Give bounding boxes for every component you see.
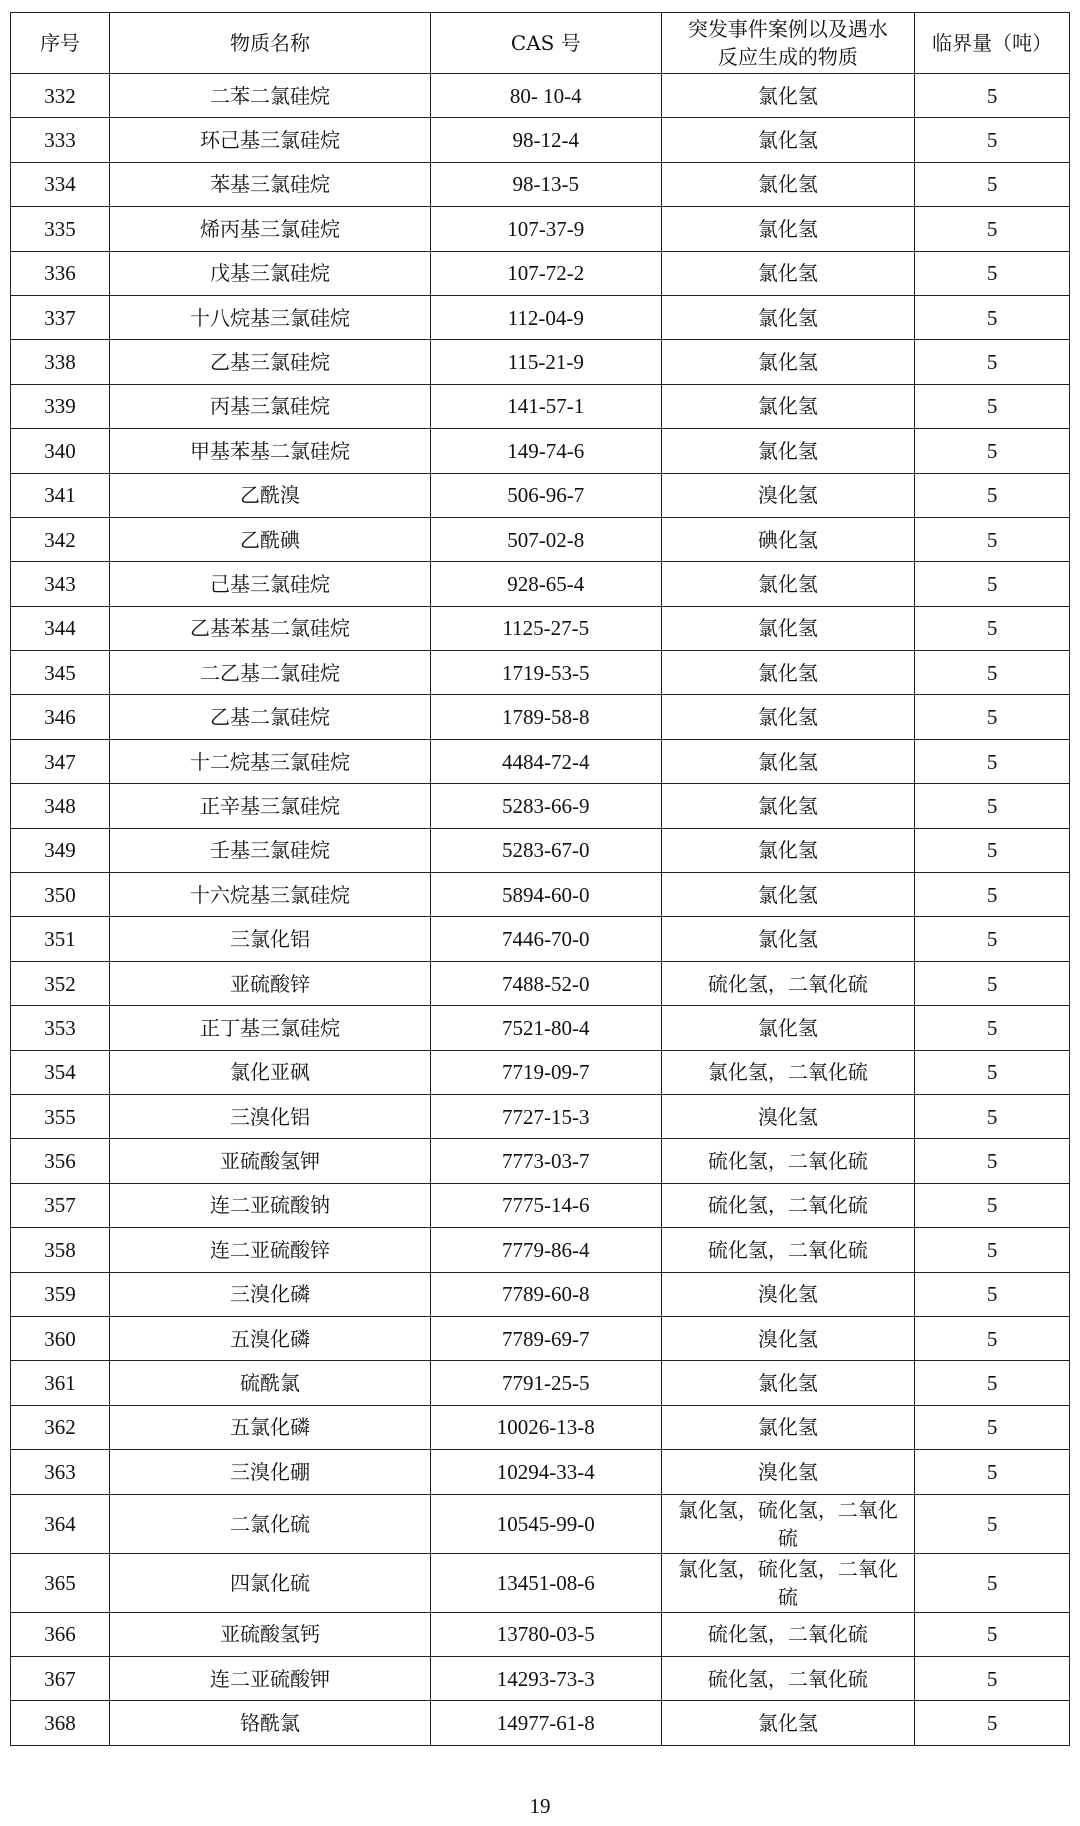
- table-row: [11, 1050, 1070, 1094]
- cell-cas-number: 112-04-9: [431, 295, 661, 339]
- cell-cas-number: 7791-25-5: [431, 1361, 661, 1405]
- cell-serial-number: 368: [11, 1701, 110, 1745]
- cell-cas-number: 98-13-5: [431, 162, 661, 206]
- cell-cas-number: 13780-03-5: [431, 1612, 661, 1656]
- cell-reaction-products: 氯化氢: [661, 651, 915, 695]
- table-row: [11, 1494, 1070, 1553]
- cell-reaction-products: 硫化氢，二氧化硫: [661, 1656, 915, 1700]
- table-row: [11, 1612, 1070, 1656]
- cell-threshold-quantity: 5: [915, 118, 1070, 162]
- cell-serial-number: 358: [11, 1228, 110, 1272]
- cell-cas-number: 507-02-8: [431, 517, 661, 561]
- cell-reaction-products: 氯化氢: [661, 251, 915, 295]
- table-row: [11, 295, 1070, 339]
- cell-substance-name: 十六烷基三氯硅烷: [109, 873, 430, 917]
- cell-cas-number: 5283-67-0: [431, 828, 661, 872]
- cell-cas-number: 1789-58-8: [431, 695, 661, 739]
- cell-substance-name: 亚硫酸氢钙: [109, 1612, 430, 1656]
- cell-cas-number: 1719-53-5: [431, 651, 661, 695]
- cell-threshold-quantity: 5: [915, 961, 1070, 1005]
- cell-substance-name: 十二烷基三氯硅烷: [109, 739, 430, 783]
- table-row: [11, 74, 1070, 118]
- table-row: [11, 695, 1070, 739]
- table-row: [11, 1656, 1070, 1700]
- cell-threshold-quantity: 5: [915, 1094, 1070, 1138]
- cell-cas-number: 928-65-4: [431, 562, 661, 606]
- cell-reaction-products: 氯化氢: [661, 118, 915, 162]
- cell-threshold-quantity: 5: [915, 429, 1070, 473]
- cell-cas-number: 107-72-2: [431, 251, 661, 295]
- table-row: [11, 207, 1070, 251]
- cell-substance-name: 三氯化铝: [109, 917, 430, 961]
- cell-reaction-products: 硫化氢，二氧化硫: [661, 1228, 915, 1272]
- cell-cas-number: 4484-72-4: [431, 739, 661, 783]
- cell-serial-number: 353: [11, 1006, 110, 1050]
- cell-threshold-quantity: 5: [915, 1139, 1070, 1183]
- cell-cas-number: 7775-14-6: [431, 1183, 661, 1227]
- cell-substance-name: 三溴化铝: [109, 1094, 430, 1138]
- table-row: [11, 118, 1070, 162]
- cell-serial-number: 347: [11, 739, 110, 783]
- cell-substance-name: 五氯化磷: [109, 1405, 430, 1449]
- cell-cas-number: 7727-15-3: [431, 1094, 661, 1138]
- cell-substance-name: 五溴化磷: [109, 1316, 430, 1360]
- cell-substance-name: 乙酰碘: [109, 517, 430, 561]
- cell-cas-number: 80- 10-4: [431, 74, 661, 118]
- cell-cas-number: 13451-08-6: [431, 1553, 661, 1612]
- cell-substance-name: 亚硫酸锌: [109, 961, 430, 1005]
- cell-substance-name: 甲基苯基二氯硅烷: [109, 429, 430, 473]
- cell-serial-number: 356: [11, 1139, 110, 1183]
- cell-reaction-products: 氯化氢: [661, 384, 915, 428]
- cell-reaction-products: 氯化氢: [661, 1006, 915, 1050]
- cell-serial-number: 354: [11, 1050, 110, 1094]
- cell-cas-number: 7789-60-8: [431, 1272, 661, 1316]
- table-row: [11, 1553, 1070, 1612]
- cell-reaction-products: 氯化氢: [661, 739, 915, 783]
- cell-serial-number: 333: [11, 118, 110, 162]
- cell-reaction-products: 氯化氢: [661, 1701, 915, 1745]
- cell-substance-name: 乙基苯基二氯硅烷: [109, 606, 430, 650]
- cell-cas-number: 149-74-6: [431, 429, 661, 473]
- cell-threshold-quantity: 5: [915, 340, 1070, 384]
- cell-serial-number: 335: [11, 207, 110, 251]
- cell-reaction-products: 溴化氢: [661, 1094, 915, 1138]
- cell-serial-number: 359: [11, 1272, 110, 1316]
- cell-reaction-products: 硫化氢，二氧化硫: [661, 1139, 915, 1183]
- cell-cas-number: 14293-73-3: [431, 1656, 661, 1700]
- cell-cas-number: 5283-66-9: [431, 784, 661, 828]
- cell-reaction-products: 氯化氢: [661, 562, 915, 606]
- cell-reaction-products: 氯化氢，二氧化硫: [661, 1050, 915, 1094]
- table-row: [11, 1405, 1070, 1449]
- cell-substance-name: 戊基三氯硅烷: [109, 251, 430, 295]
- cell-reaction-products: 氯化氢: [661, 207, 915, 251]
- cell-threshold-quantity: 5: [915, 1272, 1070, 1316]
- cell-reaction-products: 硫化氢，二氧化硫: [661, 1183, 915, 1227]
- table-body: [11, 74, 1070, 1746]
- cell-substance-name: 乙酰溴: [109, 473, 430, 517]
- cell-threshold-quantity: 5: [915, 473, 1070, 517]
- cell-serial-number: 348: [11, 784, 110, 828]
- cell-substance-name: 亚硫酸氢钾: [109, 1139, 430, 1183]
- cell-substance-name: 二苯二氯硅烷: [109, 74, 430, 118]
- cell-cas-number: 98-12-4: [431, 118, 661, 162]
- cell-threshold-quantity: 5: [915, 1183, 1070, 1227]
- cell-serial-number: 351: [11, 917, 110, 961]
- cell-substance-name: 乙基三氯硅烷: [109, 340, 430, 384]
- cell-serial-number: 343: [11, 562, 110, 606]
- cell-threshold-quantity: 5: [915, 1612, 1070, 1656]
- cell-cas-number: 10026-13-8: [431, 1405, 661, 1449]
- cell-serial-number: 332: [11, 74, 110, 118]
- cell-reaction-products: 氯化氢: [661, 295, 915, 339]
- cell-threshold-quantity: 5: [915, 1494, 1070, 1553]
- cell-substance-name: 十八烷基三氯硅烷: [109, 295, 430, 339]
- cell-serial-number: 350: [11, 873, 110, 917]
- cell-serial-number: 365: [11, 1553, 110, 1612]
- cell-serial-number: 339: [11, 384, 110, 428]
- cell-reaction-products: 氯化氢: [661, 917, 915, 961]
- cell-substance-name: 连二亚硫酸钠: [109, 1183, 430, 1227]
- cell-cas-number: 506-96-7: [431, 473, 661, 517]
- cell-threshold-quantity: 5: [915, 917, 1070, 961]
- header-cas-number: CAS 号: [431, 13, 661, 74]
- cell-cas-number: 7789-69-7: [431, 1316, 661, 1360]
- cell-substance-name: 二乙基二氯硅烷: [109, 651, 430, 695]
- table-row: [11, 1183, 1070, 1227]
- cell-serial-number: 352: [11, 961, 110, 1005]
- table-row: [11, 251, 1070, 295]
- cell-reaction-products: 氯化氢: [661, 695, 915, 739]
- cell-reaction-products: 氯化氢: [661, 606, 915, 650]
- cell-serial-number: 349: [11, 828, 110, 872]
- cell-serial-number: 355: [11, 1094, 110, 1138]
- cell-serial-number: 344: [11, 606, 110, 650]
- cell-substance-name: 硫酰氯: [109, 1361, 430, 1405]
- cell-serial-number: 357: [11, 1183, 110, 1227]
- cell-serial-number: 364: [11, 1494, 110, 1553]
- cell-reaction-products: 氯化氢: [661, 828, 915, 872]
- cell-serial-number: 345: [11, 651, 110, 695]
- cell-cas-number: 7521-80-4: [431, 1006, 661, 1050]
- cell-reaction-products: 溴化氢: [661, 473, 915, 517]
- table-row: [11, 1094, 1070, 1138]
- cell-substance-name: 氯化亚砜: [109, 1050, 430, 1094]
- cell-serial-number: 360: [11, 1316, 110, 1360]
- table-row: [11, 1701, 1070, 1745]
- cell-threshold-quantity: 5: [915, 1361, 1070, 1405]
- cell-reaction-products: 硫化氢，二氧化硫: [661, 961, 915, 1005]
- table-row: [11, 828, 1070, 872]
- cell-reaction-products: 氯化氢: [661, 873, 915, 917]
- cell-threshold-quantity: 5: [915, 1656, 1070, 1700]
- cell-serial-number: 346: [11, 695, 110, 739]
- table-row: [11, 162, 1070, 206]
- cell-threshold-quantity: 5: [915, 1316, 1070, 1360]
- cell-cas-number: 7719-09-7: [431, 1050, 661, 1094]
- cell-substance-name: 己基三氯硅烷: [109, 562, 430, 606]
- cell-serial-number: 338: [11, 340, 110, 384]
- cell-threshold-quantity: 5: [915, 1050, 1070, 1094]
- cell-reaction-products: 氯化氢: [661, 340, 915, 384]
- cell-cas-number: 10545-99-0: [431, 1494, 661, 1553]
- cell-threshold-quantity: 5: [915, 1006, 1070, 1050]
- table-row: [11, 606, 1070, 650]
- cell-serial-number: 366: [11, 1612, 110, 1656]
- cell-substance-name: 乙基二氯硅烷: [109, 695, 430, 739]
- cell-reaction-products: 氯化氢，硫化氢，二氧化硫: [661, 1494, 915, 1553]
- cell-cas-number: 7446-70-0: [431, 917, 661, 961]
- cell-substance-name: 四氯化硫: [109, 1553, 430, 1612]
- cell-serial-number: 340: [11, 429, 110, 473]
- cell-substance-name: 环己基三氯硅烷: [109, 118, 430, 162]
- cell-reaction-products: 氯化氢: [661, 1361, 915, 1405]
- cell-reaction-products: 溴化氢: [661, 1272, 915, 1316]
- cell-serial-number: 363: [11, 1450, 110, 1494]
- header-substance-name: 物质名称: [109, 13, 430, 74]
- table-row: [11, 1006, 1070, 1050]
- cell-serial-number: 361: [11, 1361, 110, 1405]
- table-row: [11, 1228, 1070, 1272]
- cell-substance-name: 二氯化硫: [109, 1494, 430, 1553]
- cell-reaction-products: 碘化氢: [661, 517, 915, 561]
- cell-serial-number: 336: [11, 251, 110, 295]
- cell-cas-number: 1125-27-5: [431, 606, 661, 650]
- table-row: [11, 384, 1070, 428]
- hazard-substance-table: [10, 12, 1070, 1746]
- cell-threshold-quantity: 5: [915, 739, 1070, 783]
- cell-reaction-products: 氯化氢: [661, 784, 915, 828]
- table-row: [11, 1450, 1070, 1494]
- table-row: [11, 651, 1070, 695]
- cell-threshold-quantity: 5: [915, 784, 1070, 828]
- cell-substance-name: 苯基三氯硅烷: [109, 162, 430, 206]
- cell-serial-number: 342: [11, 517, 110, 561]
- cell-substance-name: 丙基三氯硅烷: [109, 384, 430, 428]
- cell-reaction-products: 氯化氢，硫化氢，二氧化硫: [661, 1553, 915, 1612]
- cell-threshold-quantity: 5: [915, 74, 1070, 118]
- cell-threshold-quantity: 5: [915, 1405, 1070, 1449]
- cell-threshold-quantity: 5: [915, 1701, 1070, 1745]
- cell-cas-number: 141-57-1: [431, 384, 661, 428]
- cell-substance-name: 壬基三氯硅烷: [109, 828, 430, 872]
- table-row: [11, 1272, 1070, 1316]
- cell-cas-number: 7773-03-7: [431, 1139, 661, 1183]
- cell-threshold-quantity: 5: [915, 517, 1070, 561]
- cell-serial-number: 367: [11, 1656, 110, 1700]
- table-row: [11, 562, 1070, 606]
- cell-cas-number: 5894-60-0: [431, 873, 661, 917]
- cell-reaction-products: 溴化氢: [661, 1450, 915, 1494]
- cell-substance-name: 三溴化硼: [109, 1450, 430, 1494]
- cell-substance-name: 铬酰氯: [109, 1701, 430, 1745]
- cell-threshold-quantity: 5: [915, 873, 1070, 917]
- table-row: [11, 873, 1070, 917]
- cell-threshold-quantity: 5: [915, 1553, 1070, 1612]
- cell-serial-number: 362: [11, 1405, 110, 1449]
- cell-substance-name: 连二亚硫酸锌: [109, 1228, 430, 1272]
- cell-reaction-products: 硫化氢，二氧化硫: [661, 1612, 915, 1656]
- table-row: [11, 1316, 1070, 1360]
- cell-threshold-quantity: 5: [915, 651, 1070, 695]
- cell-threshold-quantity: 5: [915, 606, 1070, 650]
- cell-threshold-quantity: 5: [915, 562, 1070, 606]
- cell-reaction-products: 氯化氢: [661, 74, 915, 118]
- header-threshold-quantity: 临界量（吨）: [915, 13, 1070, 74]
- cell-reaction-products: 氯化氢: [661, 162, 915, 206]
- cell-threshold-quantity: 5: [915, 828, 1070, 872]
- cell-cas-number: 107-37-9: [431, 207, 661, 251]
- cell-threshold-quantity: 5: [915, 207, 1070, 251]
- cell-serial-number: 337: [11, 295, 110, 339]
- cell-threshold-quantity: 5: [915, 1450, 1070, 1494]
- cell-substance-name: 烯丙基三氯硅烷: [109, 207, 430, 251]
- table-header-row: [11, 13, 1070, 74]
- header-serial-number: 序号: [11, 13, 110, 74]
- table-row: [11, 784, 1070, 828]
- table-row: [11, 340, 1070, 384]
- table-row: [11, 917, 1070, 961]
- cell-threshold-quantity: 5: [915, 295, 1070, 339]
- cell-serial-number: 341: [11, 473, 110, 517]
- cell-reaction-products: 溴化氢: [661, 1316, 915, 1360]
- table-row: [11, 517, 1070, 561]
- cell-substance-name: 正辛基三氯硅烷: [109, 784, 430, 828]
- header-reaction-products: 突发事件案例以及遇水反应生成的物质: [661, 13, 915, 74]
- cell-substance-name: 连二亚硫酸钾: [109, 1656, 430, 1700]
- table-row: [11, 1361, 1070, 1405]
- cell-reaction-products: 氯化氢: [661, 1405, 915, 1449]
- cell-serial-number: 334: [11, 162, 110, 206]
- table-row: [11, 473, 1070, 517]
- table-row: [11, 1139, 1070, 1183]
- cell-cas-number: 115-21-9: [431, 340, 661, 384]
- cell-threshold-quantity: 5: [915, 1228, 1070, 1272]
- cell-cas-number: 7779-86-4: [431, 1228, 661, 1272]
- cell-threshold-quantity: 5: [915, 162, 1070, 206]
- cell-cas-number: 7488-52-0: [431, 961, 661, 1005]
- table-row: [11, 739, 1070, 783]
- cell-cas-number: 10294-33-4: [431, 1450, 661, 1494]
- table-row: [11, 961, 1070, 1005]
- cell-threshold-quantity: 5: [915, 251, 1070, 295]
- cell-substance-name: 三溴化磷: [109, 1272, 430, 1316]
- cell-substance-name: 正丁基三氯硅烷: [109, 1006, 430, 1050]
- cell-cas-number: 14977-61-8: [431, 1701, 661, 1745]
- cell-threshold-quantity: 5: [915, 384, 1070, 428]
- cell-threshold-quantity: 5: [915, 695, 1070, 739]
- page-number: 19: [529, 1794, 551, 1818]
- table-row: [11, 429, 1070, 473]
- cell-reaction-products: 氯化氢: [661, 429, 915, 473]
